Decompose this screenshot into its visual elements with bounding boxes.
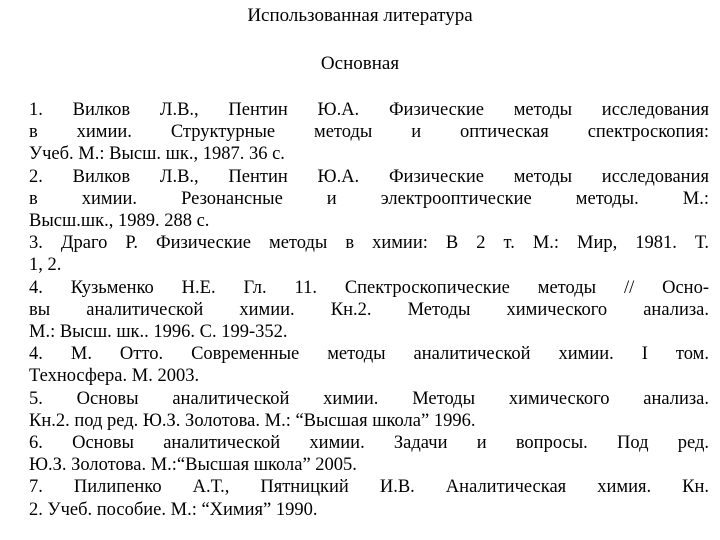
- reference-item-7: [29, 432, 709, 476]
- reference-line: вы аналитической химии. Кн.2. Методы химического анализа.: [29, 299, 709, 320]
- reference-line: 7. Пилипенко А.Т., Пятницкий И.В. Аналитическая химия. Кн.: [29, 477, 709, 498]
- reference-line: 3. Драго Р. Физические методы в химии: В 2 т. М.: Мир, 1981. Т.: [29, 233, 709, 254]
- reference-line: 2. Учеб. пособие. М.: “Химия” 1990.: [29, 499, 318, 520]
- reference-item-8: [29, 476, 709, 520]
- reference-line: 5. Основы аналитической химии. Методы химического анализа.: [29, 388, 709, 409]
- reference-line: Ю.З. Золотова. М.:“Высшая школа” 2005.: [29, 455, 357, 476]
- reference-line: М.: Высш. шк.. 1996. С. 199-352.: [29, 322, 288, 343]
- reference-line: в химии. Резонансные и электрооптические методы. М.:: [29, 188, 709, 209]
- section-subtitle: Основная: [320, 53, 400, 74]
- reference-line: Техносфера. М. 2003.: [29, 366, 200, 387]
- reference-line: 6. Основы аналитической химии. Задачи и вопросы. Под ред.: [29, 433, 709, 454]
- reference-item-2: [29, 166, 709, 233]
- reference-line: 2. Вилков Л.В., Пентин Ю.А. Физические методы исследования: [29, 166, 709, 187]
- reference-list: [29, 99, 709, 521]
- reference-line: 4. Кузьменко Н.Е. Гл. 11. Спектроскопические методы // Осно-: [29, 277, 709, 298]
- reference-line: 4. М. Отто. Современные методы аналитической химии. I том.: [29, 344, 709, 365]
- reference-item-6: [29, 388, 709, 432]
- reference-line: 1, 2.: [29, 255, 62, 276]
- reference-item-4: [29, 277, 709, 344]
- reference-line: в химии. Структурные методы и оптическая спектроскопия:: [29, 122, 709, 143]
- reference-item-1: [29, 99, 709, 166]
- reference-item-3: [29, 232, 709, 276]
- reference-item-5: [29, 343, 709, 387]
- reference-line: Учеб. М.: Высш. шк., 1987. 36 с.: [29, 144, 285, 165]
- reference-line: Высш.шк., 1989. 288 с.: [29, 211, 210, 232]
- reference-line: Кн.2. под ред. Ю.З. Золотова. М.: “Высшая школа” 1996.: [29, 410, 476, 431]
- document-title: Использованная литература: [247, 5, 473, 26]
- reference-line: 1. Вилков Л.В., Пентин Ю.А. Физические методы исследования: [29, 100, 709, 120]
